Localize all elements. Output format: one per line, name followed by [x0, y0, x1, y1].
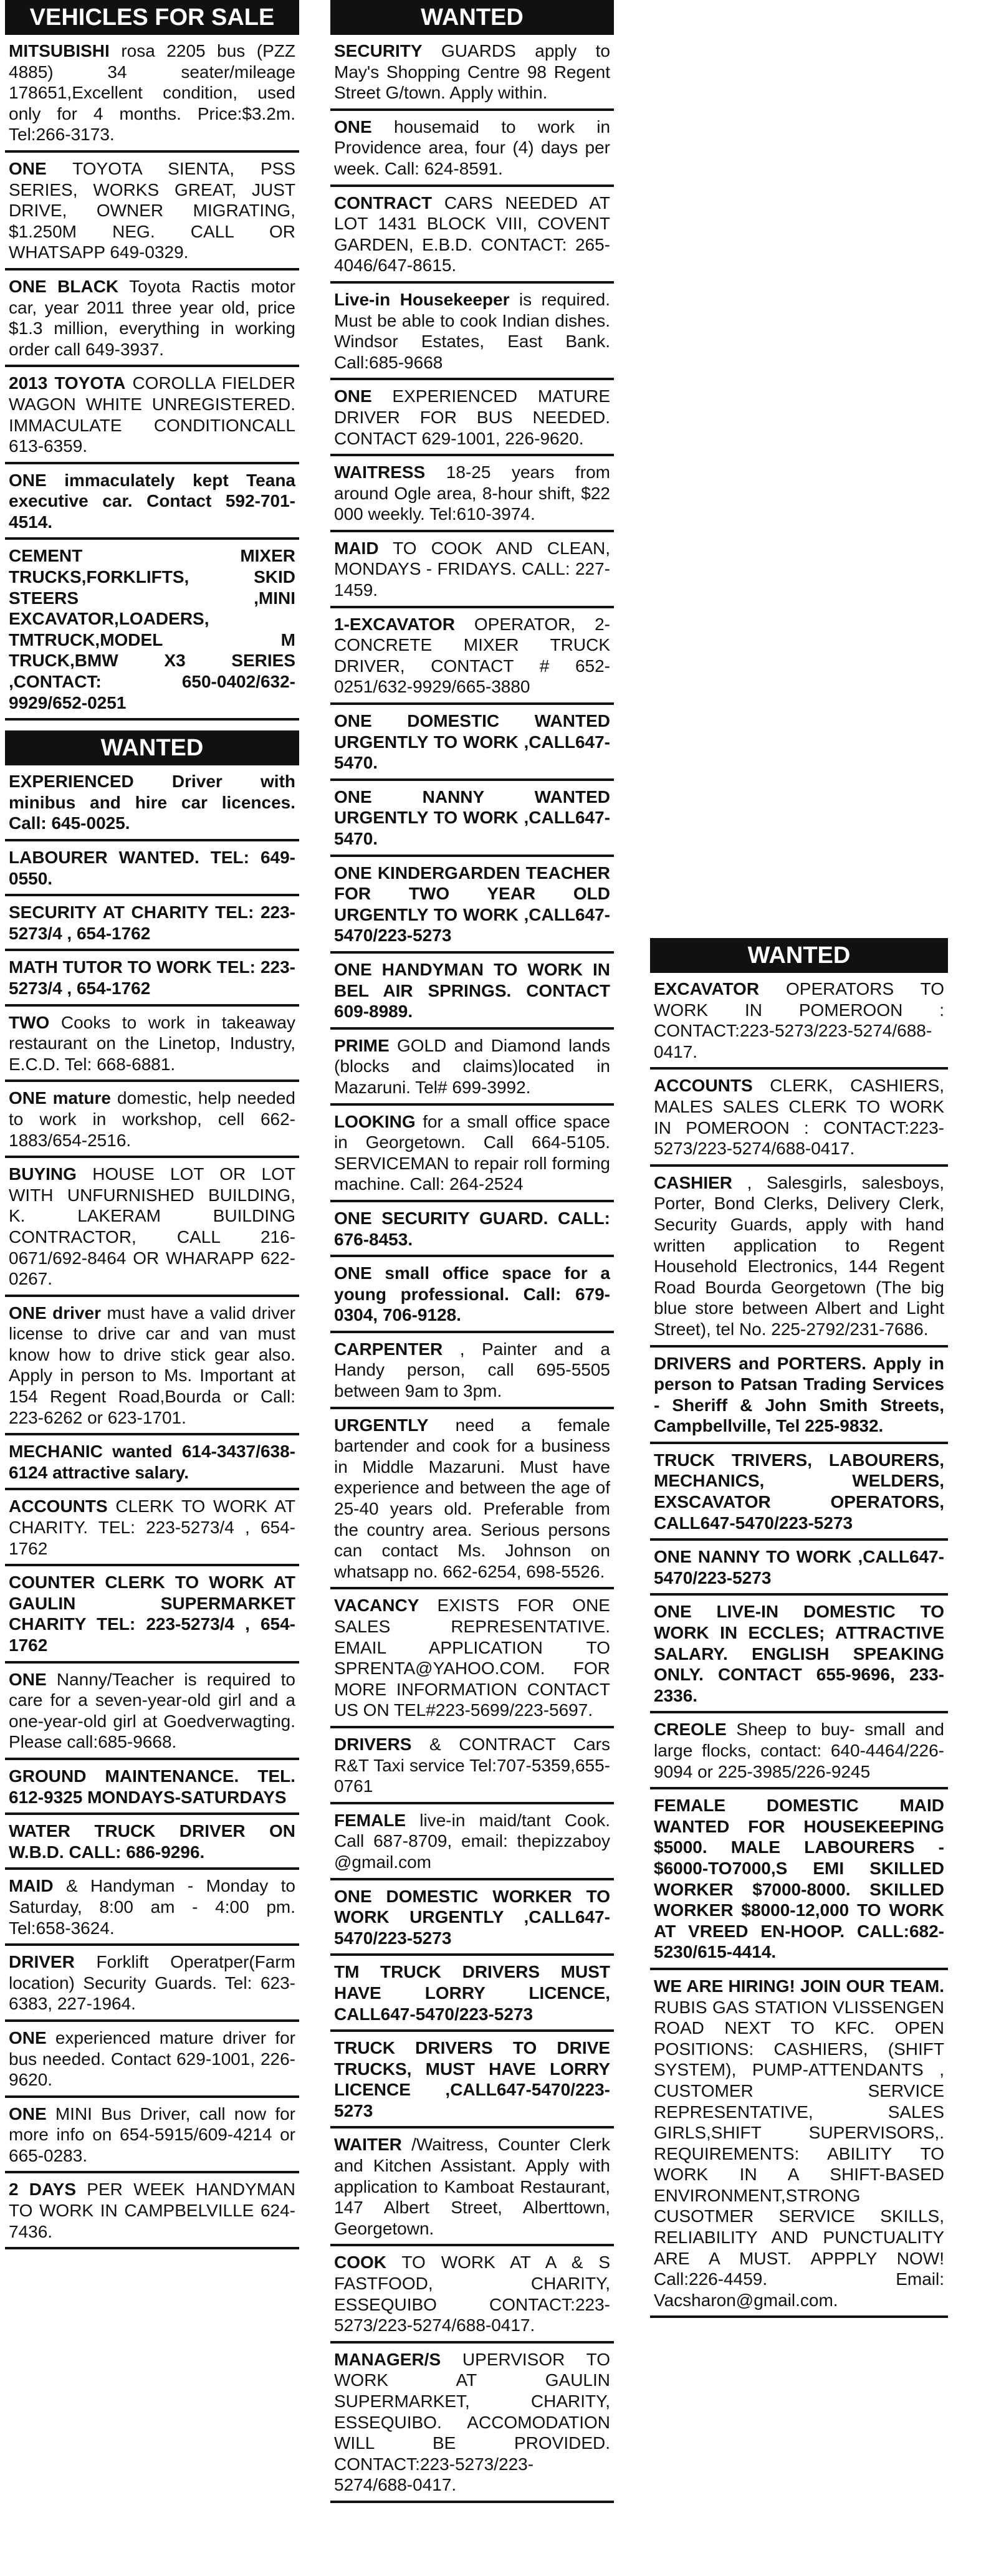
ad-lead: MITSUBISHI [9, 41, 110, 60]
classified-ad [5, 1664, 299, 1760]
classified-ad [330, 1589, 614, 1728]
ad-lead: MANAGER/S [334, 2349, 441, 2369]
ad-body: Cooks to work in takeaway restaurant on the Linetop, Industry, E.C.D. Tel: 668-6881. [9, 1012, 295, 1074]
ad-lead: ONE [9, 470, 47, 490]
ad-lead: CEMENT MIXER TRUCKS,FORKLIFTS, SKID STEERS ,MINI EXCAVATOR,LOADERS, TMTRUCK,MODEL M TRUCK,BMW X3 SERIES ,CONTACT: 650-0402/632-9929/652-0251 [9, 546, 295, 712]
ad-body: MINI Bus Driver, call now for more info on 654-5915/609-4214 or 665-0283. [9, 2104, 295, 2165]
ad-lead: MAID [9, 1876, 54, 1896]
classified-ad [330, 608, 614, 705]
classified-ad [5, 2022, 299, 2098]
classified-ad [5, 896, 299, 951]
ad-lead: PRIME [334, 1035, 390, 1055]
classified-ad [330, 2128, 614, 2246]
classified-ad [650, 1348, 948, 1444]
ad-lead: TWO [9, 1012, 50, 1032]
classified-ad [5, 1297, 299, 1436]
ad-lead: LABOURER WANTED. TEL: 649-0550. [9, 848, 295, 888]
ad-lead: CASHIER [654, 1172, 733, 1192]
classified-ad [330, 1880, 614, 1956]
classified-ad [5, 1870, 299, 1946]
classified-ad [650, 1789, 948, 1970]
ad-body: HOUSE LOT OR LOT WITH UNFURNISHED BUILDING, K. LAKERAM BUILDING CONTRACTOR, CALL 216-0671/692-8464 OR WHARAPP 622-0267. [9, 1164, 295, 1289]
ad-lead: TRUCK TRIVERS, LABOURERS, MECHANICS, WELDERS, EXSCAVATOR OPERATORS, CALL647-5470/223-5273 [654, 1450, 944, 1533]
ad-lead: MECHANIC wanted 614-3437/638-6124 attractive salary. [9, 1442, 295, 1482]
ad-body: CARS NEEDED AT LOT 1431 BLOCK VIII, COVENT GARDEN, E.B.D. CONTACT: 265-4046/647-8615. [334, 193, 611, 275]
ad-body: must have a valid driver license to drive car and van must know how to drive stick gear also. Apply in person to Ms. Important at 154 Regent Road,Bourda or Call: 223-6262 or 623-1701. [9, 1303, 295, 1427]
column-1 [5, 0, 299, 2249]
classified-ad [330, 857, 614, 954]
classified-ad [330, 1409, 614, 1590]
ad-lead: TRUCK DRIVERS TO DRIVE TRUCKS, MUST HAVE LORRY LICENCE ,CALL647-5470/223-5273 [334, 2038, 610, 2120]
classified-ad [330, 284, 614, 380]
classified-ad [5, 464, 299, 540]
classified-ad [330, 1202, 614, 1257]
ad-body: PER WEEK HANDYMAN TO WORK IN CAMPBELVILLE 624-7436. [9, 2180, 295, 2241]
ad-lead: ONE KINDERGARDEN TEACHER FOR TWO YEAR OLD URGENTLY TO WORK ,CALL647-5470/223-5273 [334, 863, 610, 946]
ad-lead: FEMALE DOMESTIC MAID WANTED FOR HOUSEKEEPING $5000. MALE LABOURERS - $6000-TO7000,S EMI SKILLED WORKER $7000-8000. SKILLED WORKER $8000-12,000 TO WORK AT VREED EN-HOOP. CALL:682-5230/615-4414. [654, 1796, 944, 1962]
ad-body: EXPERIENCED MATURE DRIVER FOR BUS NEEDED. CONTACT 629-1001, 226-9620. [334, 386, 611, 448]
ad-lead: ONE SECURITY GUARD. CALL: 676-8453. [334, 1208, 610, 1249]
classified-ad [5, 1435, 299, 1490]
ad-lead: DRIVER [9, 1952, 75, 1972]
classified-ad [330, 781, 614, 857]
ad-lead: ONE DOMESTIC WANTED URGENTLY TO WORK ,CALL647-5470. [334, 711, 610, 773]
ad-body: TOYOTA SIENTA, PSS SERIES, WORKS GREAT, JUST DRIVE, OWNER MIGRATING, $1.250M NEG. CALL OR WHATSAPP 649-0329. [9, 158, 295, 262]
ad-lead: SECURITY AT CHARITY TEL: 223-5273/4 , 654-1762 [9, 903, 295, 943]
ad-body: COROLLA FIELDER WAGON WHITE UNREGISTERED. IMMACULATE CONDITIONCALL 613-6359. [9, 373, 295, 456]
ad-lead: EXPERIENCED Driver with minibus and hire car licences. Call: 645-0025. [9, 772, 295, 833]
ad-lead: GROUND MAINTENANCE. TEL. 612-9325 MONDAYS-SATURDAYS [9, 1766, 295, 1807]
classified-ad [5, 35, 299, 153]
ad-lead: ONE mature [9, 1088, 111, 1108]
classified-ad [330, 380, 614, 456]
ad-body: housemaid to work in Providence area, four (4) days per week. Call: 624-8591. [334, 117, 611, 178]
classified-ad [5, 1760, 299, 1815]
ad-lead: TM TRUCK DRIVERS MUST HAVE LORRY LICENCE, CALL647-5470/223-5273 [334, 1962, 610, 2024]
ad-lead: ONE HANDYMAN TO WORK IN BEL AIR SPRINGS. CONTACT 609-8989. [334, 959, 610, 1022]
ad-lead: ONE BLACK [9, 276, 119, 296]
classified-ad [330, 1030, 614, 1106]
classified-ad [330, 705, 614, 781]
classified-ad [5, 951, 299, 1006]
ad-lead: 2013 TOYOTA [9, 373, 126, 393]
ad-lead: ONE DOMESTIC WORKER TO WORK URGENTLY ,CALL647-5470/223-5273 [334, 1886, 610, 1948]
ad-lead: ONE small office space for a young professional. Call: 679-0304, 706-9128. [334, 1263, 610, 1325]
ad-body: EXISTS FOR ONE SALES REPRESENTATIVE. EMAIL APPLICATION TO SPRENTA@YAHOO.COM. FOR MORE INFORMATION CONTACT US ON TEL#223-5699/223-5697. [334, 1596, 610, 1720]
ad-body: for a small office space in Georgetown. Call 664-5105. SERVICEMAN to repair roll forming machine. Call: 264-2524 [334, 1111, 611, 1194]
classified-ad [650, 1167, 948, 1348]
ad-lead: VACANCY [334, 1596, 419, 1616]
ad-lead: ONE NANNY WANTED URGENTLY TO WORK ,CALL647-5470. [334, 787, 610, 848]
ad-body: OPERATORS TO WORK IN POMEROON : CONTACT:223-5273/223-5274/688-0417. [654, 979, 944, 1061]
ad-body: OPERATOR, 2- CONCRETE MIXER TRUCK DRIVER, CONTACT # 652-0251/632-9929/665-3880 [334, 614, 610, 697]
ad-lead: ACCOUNTS [654, 1076, 753, 1096]
ad-section [650, 938, 948, 2318]
ad-body: CLERK, CASHIERS, MALES SALES CLERK TO WORK IN POMEROON : CONTACT:223-5273/223-5274/688-0417. [654, 1076, 944, 1159]
ad-body: experienced mature driver for bus needed. Contact 629-1001, 226-9620. [9, 2028, 295, 2090]
ad-lead: DRIVERS [334, 1734, 412, 1754]
ad-body: , Salesgirls, salesboys, Porter, Bond Clerks, Delivery Clerk, Security Guards, apply with hand written application to Regent Household Electronics, 144 Regent Road Bourda Georgetown (The big blue store between Albert and Light Street), tel No. 225-2792/231-7686. [654, 1172, 944, 1339]
ad-lead: CONTRACT [334, 193, 433, 213]
column-2 [330, 0, 614, 2503]
ad-lead: ONE [9, 158, 47, 178]
classified-ad [5, 1815, 299, 1870]
ad-body: GUARDS apply to May's Shopping Centre 98 Regent Street G/town. Apply within. [334, 41, 611, 103]
ad-section [5, 730, 299, 2249]
section-header: WANTED [330, 0, 614, 35]
classified-ad [5, 2098, 299, 2174]
classified-ad [330, 2344, 614, 2503]
ad-lead: ONE [334, 386, 372, 406]
classified-ad [5, 153, 299, 271]
classified-ad [5, 841, 299, 896]
classified-ad [330, 532, 614, 608]
ad-lead: ONE NANNY TO WORK ,CALL647-5470/223-5273 [654, 1547, 944, 1587]
classified-ad [330, 1257, 614, 1333]
section-header: VEHICLES FOR SALE [5, 0, 299, 35]
ad-body: /Waitress, Counter Clerk and Kitchen Assistant. Apply with application to Kamboat Restaurant, 147 Albert Street, Alberttown, Georgetown. [334, 2135, 610, 2238]
ad-lead: WAITRESS [334, 462, 426, 482]
classified-ad [5, 367, 299, 464]
classified-ad [330, 111, 614, 187]
ad-body: immaculately kept Teana executive car. Contact 592-701-4514. [9, 470, 296, 532]
ad-lead: ONE driver [9, 1303, 101, 1323]
ad-lead: MATH TUTOR TO WORK TEL: 223-5273/4 , 654-1762 [9, 957, 295, 998]
classified-ad [650, 1713, 948, 1789]
ad-lead: DRIVERS and PORTERS. Apply in person to Patsan Trading Services - Sheriff & John Smith Streets, Campbellville, Tel 225-9832. [654, 1353, 944, 1436]
ad-lead: ONE LIVE-IN DOMESTIC TO WORK IN ECCLES; ATTRACTIVE SALARY. ENGLISH SPEAKING ONLY. CONTACT 655-9696, 233-2336. [654, 1602, 944, 1705]
ad-body: RUBIS GAS STATION VLISSENGEN ROAD NEXT TO KFC. OPEN POSITIONS: CASHIERS, (SHIFT SYSTEM), PUMP-ATTENDANTS , CUSTOMER SERVICE REPRESENTATIVE, SALES GIRLS,SHIFT SUPERVISORS,. REQUIREMENTS: ABILITY TO WORK IN A SHIFT-BASED ENVIRONMENT,STRONG CUSOTMER SERVICE SKILLS, RELIABILITY AND PUNCTUALITY ARE A MUST. APPPLY NOW! Call:226-4459. Email: Vacsharon@gmail.com. [654, 1997, 944, 2310]
ad-body: Nanny/Teacher is required to care for a seven-year-old girl and a one-year-old girl at Goedverwagting. Please call:685-9668. [9, 1669, 295, 1752]
ad-lead: 2 DAYS [9, 2180, 77, 2200]
ad-lead: EXCAVATOR [654, 979, 760, 998]
classified-ad [5, 1490, 299, 1566]
ad-lead: ONE [9, 2028, 47, 2047]
ad-lead: Live-in Housekeeper [334, 289, 510, 309]
classified-ad [650, 973, 948, 1070]
ad-lead: FEMALE [334, 1810, 406, 1830]
ad-body: TO WORK AT A & S FASTFOOD, CHARITY, ESSEQUIBO CONTACT:223-5273/223-5274/688-0417. [334, 2253, 610, 2335]
section-header: WANTED [650, 938, 948, 973]
ad-lead: ONE [334, 117, 372, 136]
classified-ad [5, 540, 299, 721]
ad-lead: ONE [9, 1669, 47, 1689]
classified-ad [5, 1082, 299, 1158]
section-header: WANTED [5, 730, 299, 765]
classified-ad [650, 1596, 948, 1713]
classified-ad [330, 2246, 614, 2343]
ad-body: & CONTRACT Cars R&T Taxi service Tel:707-5359,655-0761 [334, 1734, 611, 1796]
ad-body: rosa 2205 bus (PZZ 4885) 34 seater/mileage 178651,Excellent condition, used only for 4 months. Price:$3.2m. Tel:266-3173. [9, 41, 295, 145]
ad-body: 18-25 years from around Ogle area, 8-hour shift, $22 000 weekly. Tel:610-3974. [334, 462, 610, 524]
ad-lead: BUYING [9, 1164, 77, 1184]
ad-lead: SECURITY [334, 41, 423, 60]
classified-ad [330, 2032, 614, 2128]
ad-lead: COOK [334, 2253, 386, 2272]
classified-ad [330, 456, 614, 532]
ad-section [330, 0, 614, 2503]
ad-body: live-in maid/tant Cook. Call 687-8709, email: thepizzaboy @gmail.com [334, 1810, 611, 1872]
ad-body: Sheep to buy- small and large flocks, contact: 640-4464/226-9094 or 225-3985/226-9245 [654, 1720, 944, 1781]
ad-lead: MAID [334, 538, 379, 558]
column-3 [650, 0, 948, 2318]
classified-ad [650, 1070, 948, 1166]
classified-ad [650, 1541, 948, 1596]
ad-lead: ONE [9, 2104, 47, 2124]
classified-ad [5, 1566, 299, 1663]
ad-lead: ACCOUNTS [9, 1496, 108, 1516]
ad-lead: WATER TRUCK DRIVER ON W.B.D. CALL: 686-9296. [9, 1821, 295, 1862]
ad-body: , Painter and a Handy person, call 695-5505 between 9am to 3pm. [334, 1339, 611, 1401]
ad-body: GOLD and Diamond lands (blocks and claims)located in Mazaruni. Tel# 699-3992. [334, 1035, 610, 1097]
classified-ad [330, 1333, 614, 1409]
classified-ad [330, 187, 614, 284]
classified-ad [5, 2173, 299, 2249]
ad-lead: CREOLE [654, 1720, 727, 1740]
classified-ad [5, 1946, 299, 2022]
classified-ad [330, 954, 614, 1030]
classified-ad [5, 271, 299, 367]
ad-body: domestic, help needed to work in workshop, cell 662-1883/654-2516. [9, 1088, 296, 1150]
ad-body: CLERK TO WORK AT CHARITY. TEL: 223-5273/4 , 654-1762 [9, 1496, 296, 1558]
ad-body: UPERVISOR TO WORK AT GAULIN SUPERMARKET, CHARITY, ESSEQUIBO. ACCOMODATION WILL BE PROVIDED. CONTACT:223-5273/223-5274/688-0417. [334, 2349, 610, 2495]
ad-section [5, 0, 299, 721]
classified-ad [330, 1956, 614, 2032]
ad-lead: URGENTLY [334, 1415, 429, 1435]
classified-ad [5, 1007, 299, 1083]
classified-ad [5, 765, 299, 841]
ad-lead: LOOKING [334, 1111, 416, 1131]
ad-lead: 1-EXCAVATOR [334, 614, 455, 634]
ad-body: need a female bartender and cook for a business in Middle Mazaruni. Must have experience and between the age of 25-40 years old. Preferable from the country area. Serious persons can contact Ms. Johnson on whatsapp no. 662-6254, 698-5526. [334, 1415, 610, 1581]
ad-body: Toyota Ractis motor car, year 2011 three year old, price $1.3 million, everything in working order call 649-3937. [9, 276, 295, 359]
classified-ad [330, 35, 614, 111]
classified-ad [330, 1804, 614, 1880]
classified-ad [330, 1106, 614, 1202]
ad-body: TO COOK AND CLEAN, MONDAYS - FRIDAYS. CALL: 227-1459. [334, 538, 610, 600]
ad-body: Forklift Operatper(Farm location) Security Guards. Tel: 623-6383, 227-1964. [9, 1952, 296, 2014]
ad-lead: CARPENTER [334, 1339, 443, 1359]
ad-lead: WE ARE HIRING! JOIN OUR TEAM. [654, 1976, 944, 1996]
ad-lead: COUNTER CLERK TO WORK AT GAULIN SUPERMARKET CHARITY TEL: 223-5273/4 , 654-1762 [9, 1573, 295, 1655]
classified-ad [650, 1444, 948, 1541]
ad-lead: WAITER [334, 2135, 402, 2155]
classified-ad [330, 1728, 614, 1804]
classified-ad [5, 1158, 299, 1297]
classified-ad [650, 1970, 948, 2319]
ad-body: & Handyman - Monday to Saturday, 8:00 am - 4:00 pm. Tel:658-3624. [9, 1876, 295, 1938]
ad-body: is required. Must be able to cook Indian dishes. Windsor Estates, East Bank. Call:685-9668 [334, 289, 610, 372]
